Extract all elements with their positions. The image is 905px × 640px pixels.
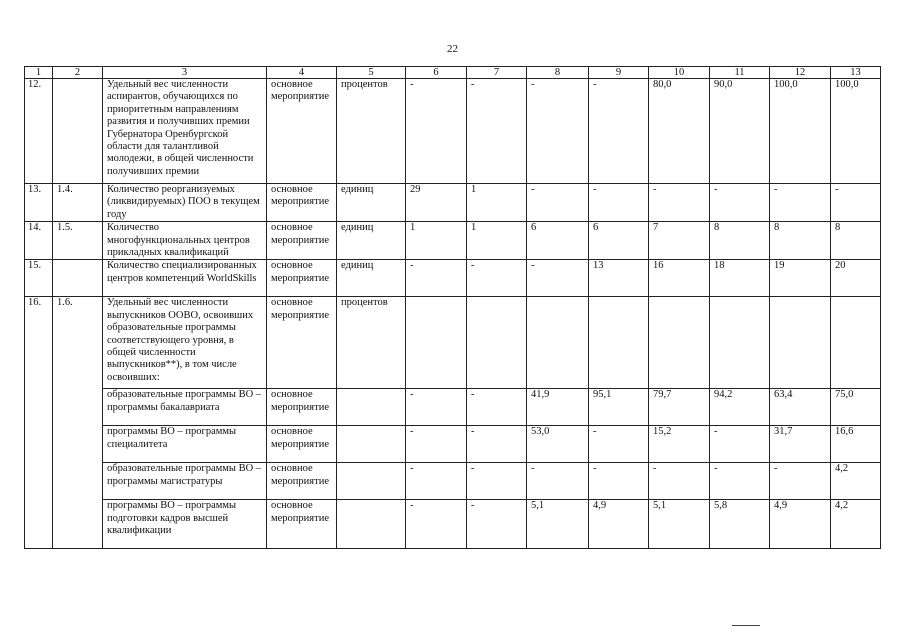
value-cell: 1 xyxy=(467,222,527,260)
value-cell: - xyxy=(527,79,589,184)
value-cell: 1 xyxy=(406,222,467,260)
header-row xyxy=(25,67,881,79)
indicator-type: основное мероприятие xyxy=(267,463,337,500)
indicator-unit xyxy=(337,500,406,549)
value-cell: 53,0 xyxy=(527,426,589,463)
header-cell: 11 xyxy=(710,67,770,79)
indicator-type: основное мероприятие xyxy=(267,79,337,184)
value-cell: 8 xyxy=(831,222,881,260)
value-cell: 13 xyxy=(589,260,649,297)
header-cell: 6 xyxy=(406,67,467,79)
indicator-name: программы ВО – программы подготовки кадров высшей квалификации xyxy=(103,500,267,549)
value-cell: 94,2 xyxy=(710,389,770,426)
value-cell: 95,1 xyxy=(589,389,649,426)
value-cell: - xyxy=(467,79,527,184)
value-cell: 1 xyxy=(467,184,527,222)
value-cell: - xyxy=(710,426,770,463)
value-cell: - xyxy=(589,426,649,463)
value-cell: 80,0 xyxy=(649,79,710,184)
value-cell: - xyxy=(770,184,831,222)
value-cell: - xyxy=(406,463,467,500)
header-cell: 5 xyxy=(337,67,406,79)
table-row xyxy=(25,222,881,260)
row-code: 1.6. xyxy=(53,297,103,549)
value-cell: - xyxy=(649,184,710,222)
indicator-unit xyxy=(337,389,406,426)
header-cell: 12 xyxy=(770,67,831,79)
value-cell: - xyxy=(589,463,649,500)
value-cell: - xyxy=(589,184,649,222)
value-cell: - xyxy=(589,79,649,184)
value-cell: - xyxy=(831,184,881,222)
header-cell: 10 xyxy=(649,67,710,79)
indicator-name: Удельный вес численности выпускников ООВО, освоивших образовательные программы соответствующего уровня, в общей численности выпускников**), в том числе освоивших: xyxy=(103,297,267,389)
value-cell: - xyxy=(527,463,589,500)
value-cell: - xyxy=(406,500,467,549)
row-code: 1.4. xyxy=(53,184,103,222)
row-code xyxy=(53,79,103,184)
indicator-type: основное мероприятие xyxy=(267,184,337,222)
indicator-unit: единиц xyxy=(337,222,406,260)
value-cell: - xyxy=(649,463,710,500)
indicators-table-wrap xyxy=(24,66,881,549)
value-cell: 6 xyxy=(589,222,649,260)
value-cell xyxy=(649,297,710,389)
value-cell: 4,2 xyxy=(831,463,881,500)
value-cell: - xyxy=(770,463,831,500)
table-row xyxy=(25,297,881,389)
indicator-unit: единиц xyxy=(337,184,406,222)
row-number: 15. xyxy=(25,260,53,297)
value-cell: 4,2 xyxy=(831,500,881,549)
value-cell: - xyxy=(710,184,770,222)
value-cell: - xyxy=(406,389,467,426)
value-cell: 5,8 xyxy=(710,500,770,549)
indicator-name: образовательные программы ВО – программы бакалавриата xyxy=(103,389,267,426)
indicator-unit: процентов xyxy=(337,297,406,389)
table-body xyxy=(25,67,881,549)
indicator-name: Количество специализированных центров компетенций WorldSkills xyxy=(103,260,267,297)
header-cell: 1 xyxy=(25,67,53,79)
indicator-name: образовательные программы ВО – программы магистратуры xyxy=(103,463,267,500)
indicator-type: основное мероприятие xyxy=(267,222,337,260)
indicator-name: Количество реорганизуемых (ликвидируемых) ПОО в текущем году xyxy=(103,184,267,222)
header-cell: 4 xyxy=(267,67,337,79)
table-row xyxy=(25,79,881,184)
value-cell: - xyxy=(467,260,527,297)
value-cell: 63,4 xyxy=(770,389,831,426)
value-cell xyxy=(831,297,881,389)
value-cell: 15,2 xyxy=(649,426,710,463)
table-subrow xyxy=(25,463,881,500)
value-cell: 6 xyxy=(527,222,589,260)
value-cell: - xyxy=(527,184,589,222)
header-cell: 13 xyxy=(831,67,881,79)
value-cell: 8 xyxy=(710,222,770,260)
indicator-type: основное мероприятие xyxy=(267,260,337,297)
value-cell: - xyxy=(406,260,467,297)
value-cell: 100,0 xyxy=(770,79,831,184)
value-cell: - xyxy=(467,500,527,549)
value-cell: 75,0 xyxy=(831,389,881,426)
indicator-unit: единиц xyxy=(337,260,406,297)
value-cell: 100,0 xyxy=(831,79,881,184)
table-subrow xyxy=(25,500,881,549)
value-cell: - xyxy=(467,426,527,463)
value-cell: - xyxy=(710,463,770,500)
indicator-unit: процентов xyxy=(337,79,406,184)
value-cell: 5,1 xyxy=(649,500,710,549)
value-cell: 31,7 xyxy=(770,426,831,463)
value-cell: 41,9 xyxy=(527,389,589,426)
header-cell: 9 xyxy=(589,67,649,79)
value-cell xyxy=(710,297,770,389)
value-cell xyxy=(406,297,467,389)
indicators-table xyxy=(24,66,881,549)
header-cell: 2 xyxy=(53,67,103,79)
value-cell: 20 xyxy=(831,260,881,297)
value-cell: 4,9 xyxy=(770,500,831,549)
row-number: 12. xyxy=(25,79,53,184)
value-cell xyxy=(589,297,649,389)
value-cell: 5,1 xyxy=(527,500,589,549)
value-cell: - xyxy=(467,389,527,426)
value-cell xyxy=(467,297,527,389)
indicator-name: Удельный вес численности аспирантов, обучающихся по приоритетным направлениям развития и получивших премии Губернатора Оренбургской области для талантливой молодежи, в общей численности получивших премии xyxy=(103,79,267,184)
indicator-type: основное мероприятие xyxy=(267,500,337,549)
row-number: 13. xyxy=(25,184,53,222)
indicator-type: основное мероприятие xyxy=(267,297,337,389)
value-cell: 7 xyxy=(649,222,710,260)
indicator-name: программы ВО – программы специалитета xyxy=(103,426,267,463)
value-cell: 29 xyxy=(406,184,467,222)
table-subrow xyxy=(25,389,881,426)
row-code xyxy=(53,260,103,297)
value-cell: 19 xyxy=(770,260,831,297)
value-cell: 90,0 xyxy=(710,79,770,184)
value-cell xyxy=(770,297,831,389)
table-row xyxy=(25,260,881,297)
value-cell: 4,9 xyxy=(589,500,649,549)
indicator-type: основное мероприятие xyxy=(267,426,337,463)
indicator-unit xyxy=(337,463,406,500)
value-cell: 79,7 xyxy=(649,389,710,426)
table-subrow xyxy=(25,426,881,463)
header-cell: 8 xyxy=(527,67,589,79)
bottom-rule xyxy=(732,625,760,626)
value-cell xyxy=(527,297,589,389)
row-number: 16. xyxy=(25,297,53,549)
page-number: 22 xyxy=(447,43,458,55)
header-cell: 7 xyxy=(467,67,527,79)
value-cell: - xyxy=(527,260,589,297)
value-cell: 16 xyxy=(649,260,710,297)
indicator-name: Количество многофункциональных центров прикладных квалификаций xyxy=(103,222,267,260)
indicator-type: основное мероприятие xyxy=(267,389,337,426)
value-cell: - xyxy=(467,463,527,500)
indicator-unit xyxy=(337,426,406,463)
value-cell: - xyxy=(406,79,467,184)
row-number: 14. xyxy=(25,222,53,260)
value-cell: - xyxy=(406,426,467,463)
value-cell: 8 xyxy=(770,222,831,260)
header-cell: 3 xyxy=(103,67,267,79)
row-code: 1.5. xyxy=(53,222,103,260)
value-cell: 16,6 xyxy=(831,426,881,463)
table-row xyxy=(25,184,881,222)
value-cell: 18 xyxy=(710,260,770,297)
